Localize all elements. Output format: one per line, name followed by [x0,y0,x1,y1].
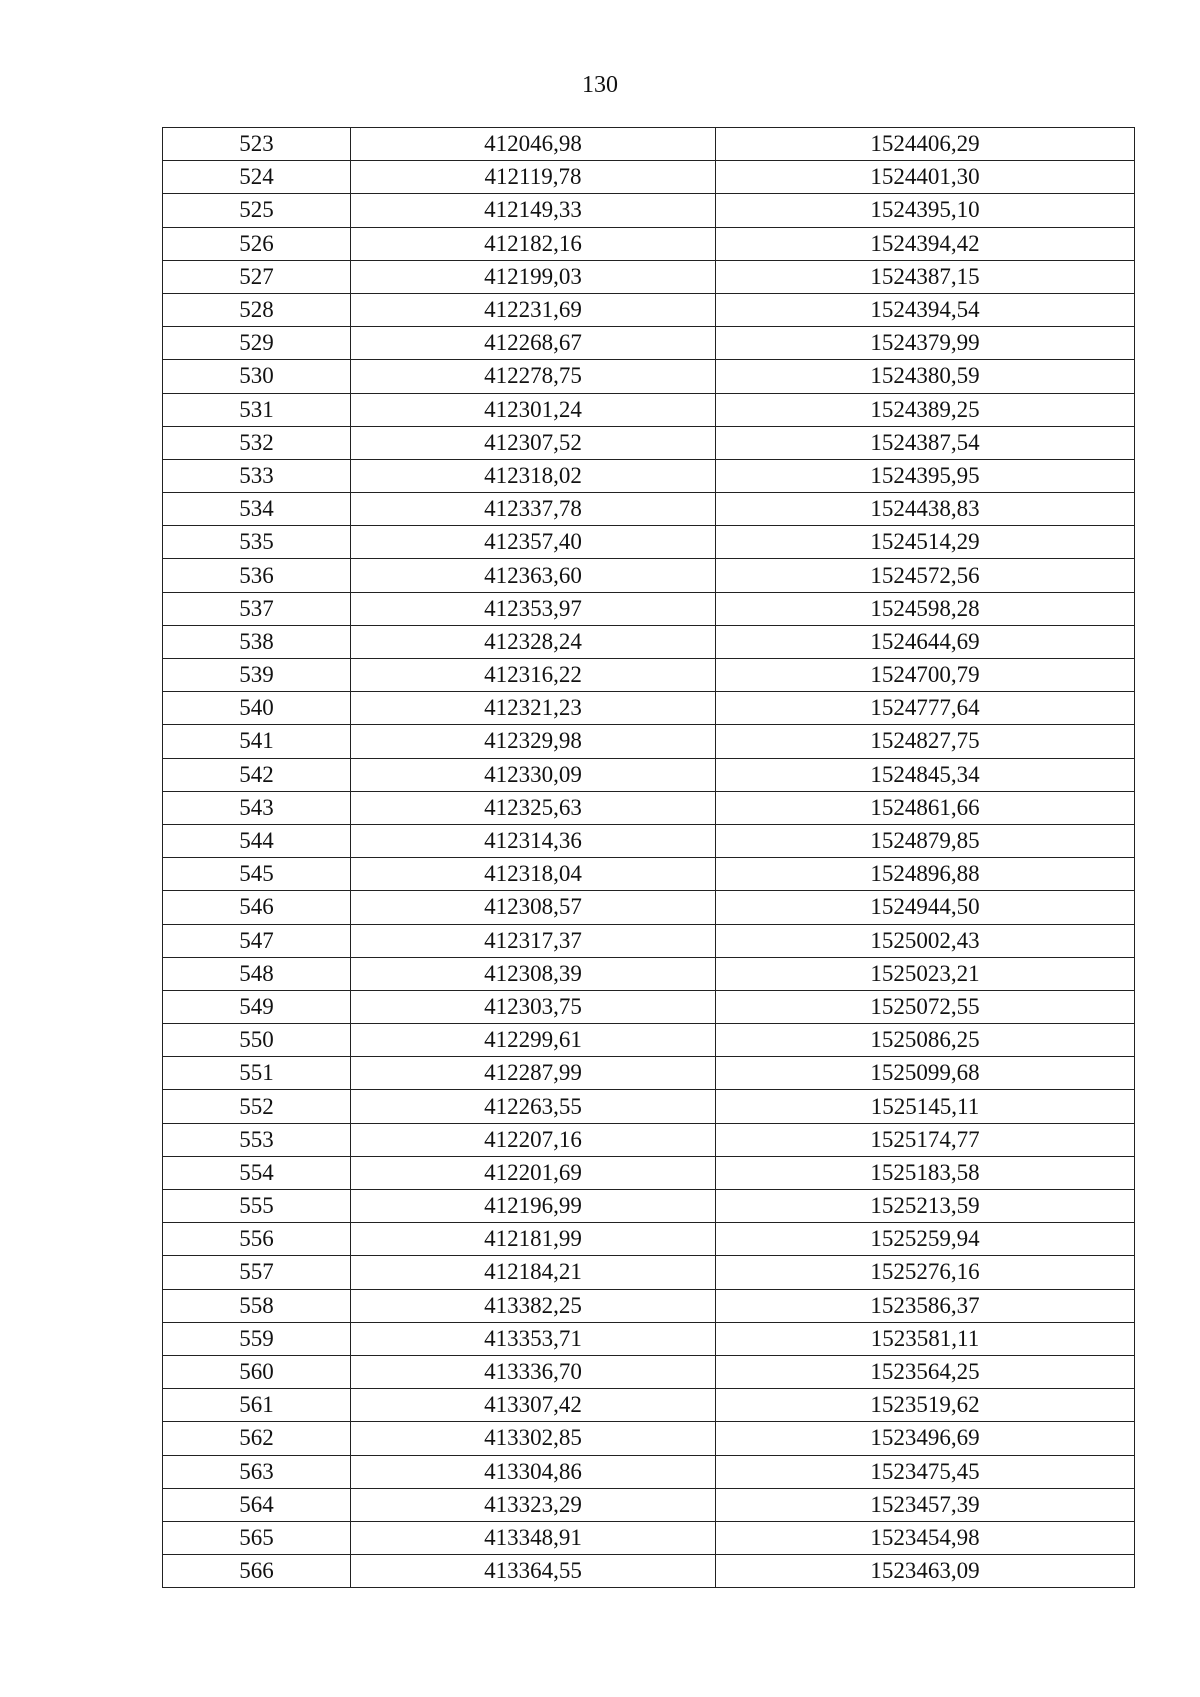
y-coordinate-cell: 1525183,58 [716,1156,1135,1189]
y-coordinate-cell: 1524401,30 [716,161,1135,194]
point-number-cell: 559 [163,1322,351,1355]
table-row [163,1555,1135,1588]
table-row [163,1156,1135,1189]
table-row [163,260,1135,293]
y-coordinate-cell: 1523457,39 [716,1488,1135,1521]
x-coordinate-cell: 412149,33 [351,194,716,227]
table-row [163,957,1135,990]
table-row [163,692,1135,725]
point-number-cell: 526 [163,227,351,260]
table-row [163,293,1135,326]
point-number-cell: 558 [163,1289,351,1322]
table-row [163,758,1135,791]
y-coordinate-cell: 1523586,37 [716,1289,1135,1322]
point-number-cell: 566 [163,1555,351,1588]
table-row [163,227,1135,260]
table-row [163,1422,1135,1455]
table-row [163,824,1135,857]
page-number: 130 [582,72,618,98]
table-row [163,526,1135,559]
y-coordinate-cell: 1523496,69 [716,1422,1135,1455]
table-row [163,1223,1135,1256]
x-coordinate-cell: 412301,24 [351,393,716,426]
y-coordinate-cell: 1524514,29 [716,526,1135,559]
point-number-cell: 530 [163,360,351,393]
x-coordinate-cell: 412307,52 [351,426,716,459]
table-row [163,360,1135,393]
y-coordinate-cell: 1525099,68 [716,1057,1135,1090]
x-coordinate-cell: 413323,29 [351,1488,716,1521]
table-row [163,791,1135,824]
y-coordinate-cell: 1524394,42 [716,227,1135,260]
table-row [163,1123,1135,1156]
table-row [163,1289,1135,1322]
point-number-cell: 533 [163,459,351,492]
point-number-cell: 535 [163,526,351,559]
point-number-cell: 549 [163,990,351,1023]
y-coordinate-cell: 1524644,69 [716,625,1135,658]
point-number-cell: 553 [163,1123,351,1156]
point-number-cell: 543 [163,791,351,824]
x-coordinate-cell: 413307,42 [351,1389,716,1422]
x-coordinate-cell: 412278,75 [351,360,716,393]
y-coordinate-cell: 1525213,59 [716,1190,1135,1223]
x-coordinate-cell: 412329,98 [351,725,716,758]
table-row [163,459,1135,492]
x-coordinate-cell: 412357,40 [351,526,716,559]
table-row [163,1090,1135,1123]
point-number-cell: 557 [163,1256,351,1289]
y-coordinate-cell: 1523475,45 [716,1455,1135,1488]
y-coordinate-cell: 1524944,50 [716,891,1135,924]
x-coordinate-cell: 412268,67 [351,327,716,360]
x-coordinate-cell: 412317,37 [351,924,716,957]
point-number-cell: 554 [163,1156,351,1189]
y-coordinate-cell: 1524387,15 [716,260,1135,293]
point-number-cell: 560 [163,1355,351,1388]
x-coordinate-cell: 412199,03 [351,260,716,293]
y-coordinate-cell: 1525145,11 [716,1090,1135,1123]
y-coordinate-cell: 1523519,62 [716,1389,1135,1422]
y-coordinate-cell: 1525276,16 [716,1256,1135,1289]
x-coordinate-cell: 412207,16 [351,1123,716,1156]
x-coordinate-cell: 412303,75 [351,990,716,1023]
x-coordinate-cell: 413364,55 [351,1555,716,1588]
x-coordinate-cell: 412263,55 [351,1090,716,1123]
y-coordinate-cell: 1525023,21 [716,957,1135,990]
y-coordinate-cell: 1524394,54 [716,293,1135,326]
y-coordinate-cell: 1523581,11 [716,1322,1135,1355]
point-number-cell: 551 [163,1057,351,1090]
x-coordinate-cell: 412318,02 [351,459,716,492]
x-coordinate-cell: 412321,23 [351,692,716,725]
y-coordinate-cell: 1524395,10 [716,194,1135,227]
x-coordinate-cell: 412328,24 [351,625,716,658]
table-row [163,592,1135,625]
table-row [163,924,1135,957]
x-coordinate-cell: 412181,99 [351,1223,716,1256]
y-coordinate-cell: 1525174,77 [716,1123,1135,1156]
x-coordinate-cell: 413302,85 [351,1422,716,1455]
x-coordinate-cell: 412330,09 [351,758,716,791]
x-coordinate-cell: 412308,39 [351,957,716,990]
table-row [163,1389,1135,1422]
table-row [163,891,1135,924]
table-row [163,1322,1135,1355]
y-coordinate-cell: 1524845,34 [716,758,1135,791]
y-coordinate-cell: 1524827,75 [716,725,1135,758]
table-row [163,327,1135,360]
table-row [163,393,1135,426]
table-row [163,426,1135,459]
table-row [163,1190,1135,1223]
point-number-cell: 536 [163,559,351,592]
table-row [163,128,1135,161]
x-coordinate-cell: 412119,78 [351,161,716,194]
table-row [163,559,1135,592]
table-row [163,990,1135,1023]
point-number-cell: 528 [163,293,351,326]
table-row [163,625,1135,658]
coordinates-table-body [163,128,1135,1588]
point-number-cell: 556 [163,1223,351,1256]
table-row [163,1057,1135,1090]
point-number-cell: 546 [163,891,351,924]
point-number-cell: 548 [163,957,351,990]
point-number-cell: 550 [163,1024,351,1057]
x-coordinate-cell: 412363,60 [351,559,716,592]
point-number-cell: 541 [163,725,351,758]
point-number-cell: 523 [163,128,351,161]
point-number-cell: 531 [163,393,351,426]
x-coordinate-cell: 412337,78 [351,493,716,526]
table-row [163,858,1135,891]
y-coordinate-cell: 1525086,25 [716,1024,1135,1057]
table-row [163,1455,1135,1488]
point-number-cell: 539 [163,659,351,692]
point-number-cell: 540 [163,692,351,725]
table-row [163,1256,1135,1289]
x-coordinate-cell: 413304,86 [351,1455,716,1488]
table-row [163,1488,1135,1521]
y-coordinate-cell: 1524572,56 [716,559,1135,592]
x-coordinate-cell: 412325,63 [351,791,716,824]
y-coordinate-cell: 1524861,66 [716,791,1135,824]
table-row [163,659,1135,692]
point-number-cell: 564 [163,1488,351,1521]
y-coordinate-cell: 1523454,98 [716,1521,1135,1554]
table-row [163,725,1135,758]
y-coordinate-cell: 1524395,95 [716,459,1135,492]
table-row [163,1024,1135,1057]
y-coordinate-cell: 1524896,88 [716,858,1135,891]
point-number-cell: 562 [163,1422,351,1455]
y-coordinate-cell: 1523463,09 [716,1555,1135,1588]
x-coordinate-cell: 412308,57 [351,891,716,924]
point-number-cell: 532 [163,426,351,459]
point-number-cell: 538 [163,625,351,658]
point-number-cell: 545 [163,858,351,891]
y-coordinate-cell: 1524380,59 [716,360,1135,393]
x-coordinate-cell: 412182,16 [351,227,716,260]
x-coordinate-cell: 412318,04 [351,858,716,891]
point-number-cell: 565 [163,1521,351,1554]
table-row [163,1355,1135,1388]
x-coordinate-cell: 412196,99 [351,1190,716,1223]
y-coordinate-cell: 1524700,79 [716,659,1135,692]
y-coordinate-cell: 1524438,83 [716,493,1135,526]
x-coordinate-cell: 413348,91 [351,1521,716,1554]
y-coordinate-cell: 1524406,29 [716,128,1135,161]
y-coordinate-cell: 1524777,64 [716,692,1135,725]
x-coordinate-cell: 413353,71 [351,1322,716,1355]
point-number-cell: 555 [163,1190,351,1223]
y-coordinate-cell: 1524379,99 [716,327,1135,360]
coordinates-table [162,127,1135,1588]
x-coordinate-cell: 412287,99 [351,1057,716,1090]
y-coordinate-cell: 1524598,28 [716,592,1135,625]
point-number-cell: 534 [163,493,351,526]
table-row [163,161,1135,194]
x-coordinate-cell: 412353,97 [351,592,716,625]
x-coordinate-cell: 412184,21 [351,1256,716,1289]
y-coordinate-cell: 1524389,25 [716,393,1135,426]
y-coordinate-cell: 1523564,25 [716,1355,1135,1388]
x-coordinate-cell: 412316,22 [351,659,716,692]
point-number-cell: 537 [163,592,351,625]
point-number-cell: 525 [163,194,351,227]
x-coordinate-cell: 412314,36 [351,824,716,857]
x-coordinate-cell: 412299,61 [351,1024,716,1057]
y-coordinate-cell: 1525002,43 [716,924,1135,957]
x-coordinate-cell: 412231,69 [351,293,716,326]
x-coordinate-cell: 412046,98 [351,128,716,161]
point-number-cell: 524 [163,161,351,194]
point-number-cell: 529 [163,327,351,360]
point-number-cell: 563 [163,1455,351,1488]
table-row [163,493,1135,526]
table-row [163,1521,1135,1554]
x-coordinate-cell: 412201,69 [351,1156,716,1189]
point-number-cell: 527 [163,260,351,293]
y-coordinate-cell: 1525259,94 [716,1223,1135,1256]
y-coordinate-cell: 1525072,55 [716,990,1135,1023]
point-number-cell: 547 [163,924,351,957]
y-coordinate-cell: 1524387,54 [716,426,1135,459]
x-coordinate-cell: 413382,25 [351,1289,716,1322]
point-number-cell: 544 [163,824,351,857]
x-coordinate-cell: 413336,70 [351,1355,716,1388]
point-number-cell: 552 [163,1090,351,1123]
table-row [163,194,1135,227]
y-coordinate-cell: 1524879,85 [716,824,1135,857]
point-number-cell: 561 [163,1389,351,1422]
point-number-cell: 542 [163,758,351,791]
